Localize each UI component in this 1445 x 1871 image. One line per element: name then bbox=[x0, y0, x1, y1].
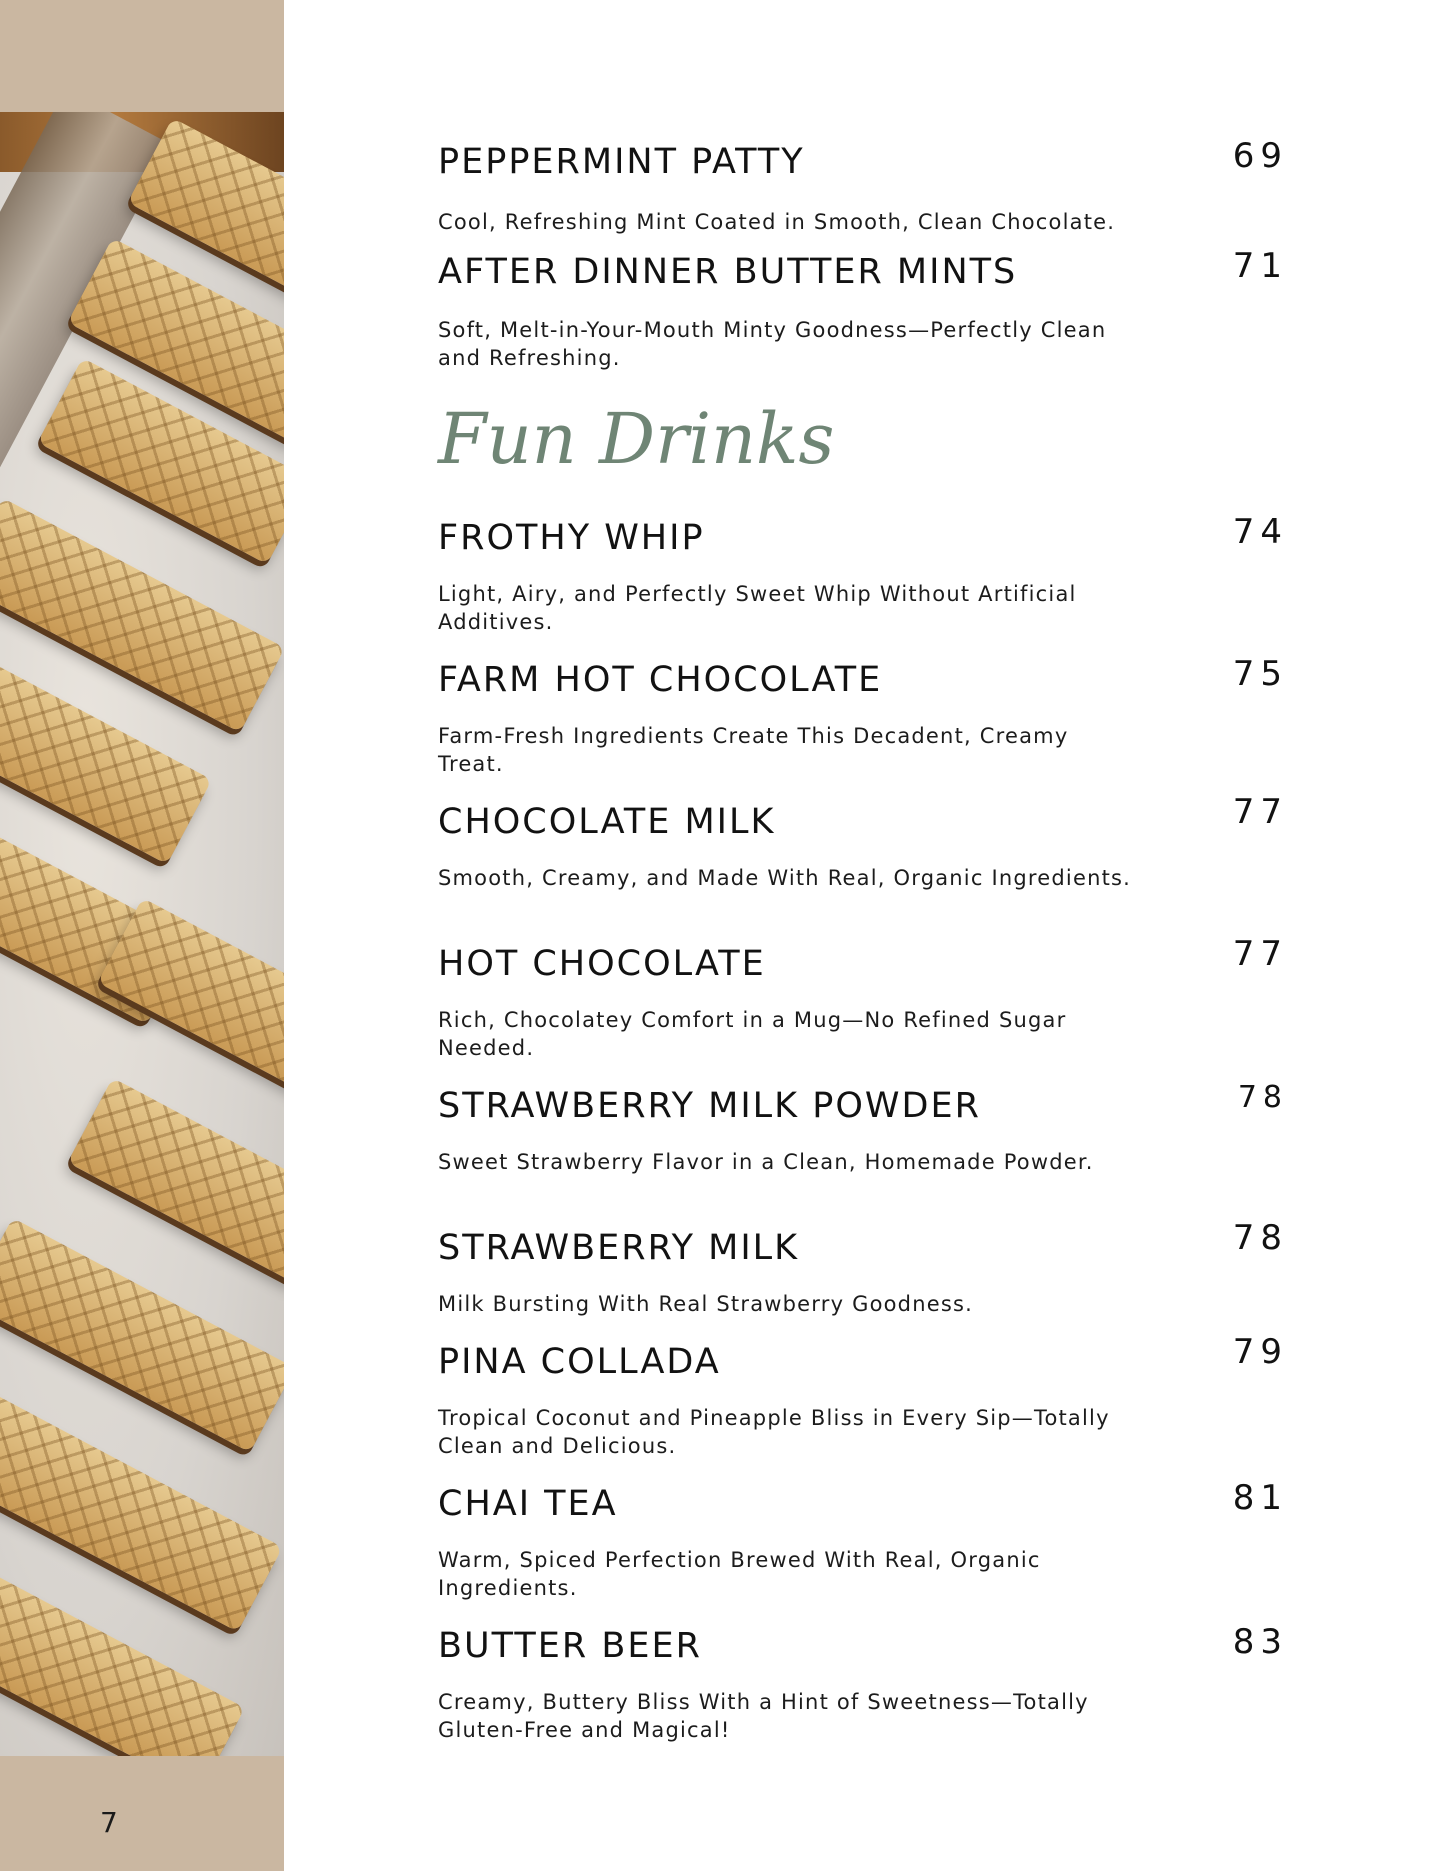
section-title: Fun Drinks bbox=[438, 398, 835, 480]
item-price: 77 bbox=[1232, 934, 1288, 974]
item-price: 69 bbox=[1232, 136, 1288, 176]
item-name: BUTTER BEER bbox=[438, 1626, 702, 1666]
item-price: 71 bbox=[1232, 246, 1288, 286]
item-name: HOT CHOCOLATE bbox=[438, 944, 766, 984]
page-number: 7 bbox=[100, 1806, 118, 1839]
item-name: CHOCOLATE MILK bbox=[438, 802, 776, 842]
item-description: Cool, Refreshing Mint Coated in Smooth, Clean Chocolate. bbox=[438, 210, 1116, 234]
item-name: PINA COLLADA bbox=[438, 1342, 721, 1382]
item-description: Creamy, Buttery Bliss With a Hint of Sweetness—Totally Gluten-Free and Magical! bbox=[438, 1690, 1089, 1742]
item-price: 79 bbox=[1232, 1332, 1288, 1372]
item-price: 83 bbox=[1232, 1622, 1288, 1662]
item-description: Milk Bursting With Real Strawberry Goodness. bbox=[438, 1292, 973, 1316]
item-description: Warm, Spiced Perfection Brewed With Real, Organic Ingredients. bbox=[438, 1548, 1041, 1600]
item-description: Soft, Melt-in-Your-Mouth Minty Goodness—Perfectly Clean and Refreshing. bbox=[438, 318, 1107, 370]
menu-content bbox=[438, 0, 1288, 1871]
item-name: FARM HOT CHOCOLATE bbox=[438, 660, 883, 700]
item-name: FROTHY WHIP bbox=[438, 518, 705, 558]
item-price: 74 bbox=[1232, 512, 1288, 552]
item-description: Sweet Strawberry Flavor in a Clean, Homemade Powder. bbox=[438, 1150, 1094, 1174]
item-name: STRAWBERRY MILK bbox=[438, 1228, 800, 1268]
item-name: AFTER DINNER BUTTER MINTS bbox=[438, 252, 1018, 292]
item-name: PEPPERMINT PATTY bbox=[438, 142, 805, 182]
waffle-cookie-photo bbox=[0, 112, 284, 1756]
item-price: 77 bbox=[1232, 792, 1288, 832]
item-price: 81 bbox=[1232, 1478, 1288, 1518]
item-price: 78 bbox=[1237, 1080, 1288, 1115]
item-name: STRAWBERRY MILK POWDER bbox=[438, 1086, 981, 1126]
item-price: 78 bbox=[1232, 1218, 1288, 1258]
item-description: Farm-Fresh Ingredients Create This Decadent, Creamy Treat. bbox=[438, 724, 1069, 776]
sidebar-panel bbox=[0, 0, 284, 1871]
item-price: 75 bbox=[1232, 654, 1288, 694]
item-description: Smooth, Creamy, and Made With Real, Organic Ingredients. bbox=[438, 866, 1132, 890]
item-description: Light, Airy, and Perfectly Sweet Whip Without Artificial Additives. bbox=[438, 582, 1077, 634]
item-name: CHAI TEA bbox=[438, 1484, 618, 1524]
item-description: Rich, Chocolatey Comfort in a Mug—No Refined Sugar Needed. bbox=[438, 1008, 1067, 1060]
photo-cookie bbox=[67, 1078, 284, 1285]
item-description: Tropical Coconut and Pineapple Bliss in Every Sip—Totally Clean and Delicious. bbox=[438, 1406, 1110, 1458]
